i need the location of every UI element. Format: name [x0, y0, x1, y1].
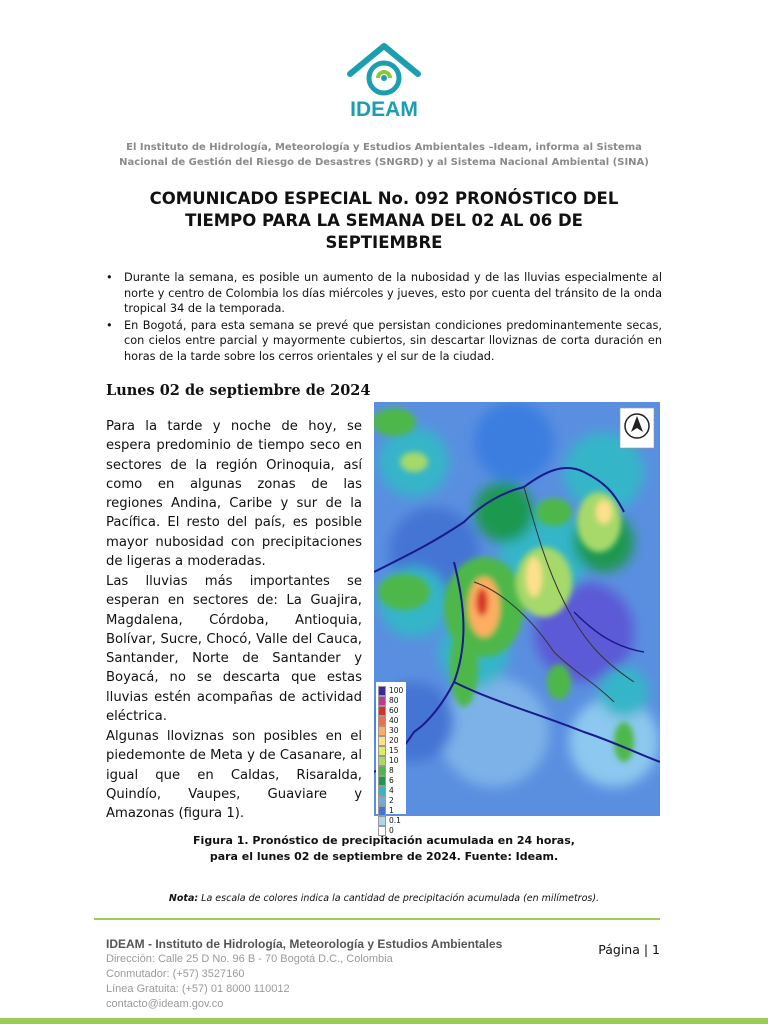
legend-label: 1 — [389, 805, 394, 815]
bullet-text: En Bogotá, para esta semana se prevé que persistan condiciones predominantemente secas, con cielos entre parcial y mayormente cubiertos, sin descartar lloviznas de corta duración en horas de la tarde sobre los cerros orientales y el sur de la ciudad. — [124, 318, 662, 363]
legend-swatch — [378, 766, 386, 776]
precipitation-map — [374, 402, 660, 835]
map-legend — [378, 686, 403, 836]
legend-swatch — [378, 776, 386, 786]
summary-bullets — [104, 270, 662, 365]
legend-item — [378, 796, 403, 806]
legend-swatch — [378, 726, 386, 736]
legend-swatch — [378, 736, 386, 746]
forecast-paragraph-2: Las lluvias más importantes se esperan en sectores de: La Guajira, Magdalena, Córdoba, Antioquia, Bolívar, Sucre, Chocó, Valle del Cauca, Santander, Norte de Santander y Boyacá, no se descarta que estas lluvias estén acompañas de actividad eléctrica. — [106, 574, 362, 725]
document-title — [110, 188, 658, 254]
footer-divider — [94, 918, 660, 920]
legend-item — [378, 756, 403, 766]
legend-item — [378, 786, 403, 796]
north-arrow-icon — [620, 408, 654, 448]
legend-label: 10 — [389, 755, 399, 765]
legend-item — [378, 776, 403, 786]
intro-text — [100, 140, 668, 170]
legend-item — [378, 816, 403, 826]
legend-swatch — [378, 796, 386, 806]
footer-email[interactable]: contacto@ideam.gov.co — [106, 998, 224, 1010]
legend-swatch — [378, 716, 386, 726]
legend-item — [378, 766, 403, 776]
legend-swatch — [378, 786, 386, 796]
legend-label: 60 — [389, 705, 399, 715]
footer-address: Dirección: Calle 25 D No. 96 B - 70 Bogotá D.C., Colombia — [106, 953, 393, 965]
logo-text: IDEAM — [350, 98, 418, 121]
bullet-dot-icon: • — [106, 318, 113, 332]
legend-label: 2 — [389, 795, 394, 805]
precipitation-map-image — [374, 402, 660, 816]
legend-item — [378, 716, 403, 726]
note-label: Nota: — [168, 893, 199, 904]
legend-label: 6 — [389, 775, 394, 785]
title-line-1: COMUNICADO ESPECIAL No. 092 PRONÓSTICO DEL — [149, 189, 619, 208]
forecast-paragraph-3: Algunas lloviznas son posibles en el piedemonte de Meta y de Casanare, al igual que en Caldas, Risaralda, Quindío, Vaupes, Guaviare y Amazonas (figura 1). — [106, 729, 362, 822]
legend-label: 100 — [389, 685, 404, 695]
legend-label: 80 — [389, 695, 399, 705]
footer-phone: Conmutador: (+57) 3527160 — [106, 968, 245, 980]
bullet-item — [104, 270, 662, 317]
forecast-paragraph-1: Para la tarde y noche de hoy, se espera predominio de tiempo seco en sectores de la región Orinoquia, así como en algunas zonas de las regiones Andina, Caribe y sur de la Pacífica. El resto del país, es posible mayor nubosidad con precipitaciones de ligeras a moderadas. — [106, 419, 362, 570]
legend-item — [378, 706, 403, 716]
legend-item — [378, 726, 403, 736]
title-line-3: SEPTIEMBRE — [325, 233, 443, 252]
footer-org: IDEAM - Instituto de Hidrología, Meteorología y Estudios Ambientales — [106, 937, 503, 951]
legend-label: 0.1 — [389, 815, 401, 825]
intro-line-2: Nacional de Gestión del Riesgo de Desastres (SNGRD) y al Sistema Nacional Ambiental (SINA) — [119, 157, 649, 168]
legend-swatch — [378, 756, 386, 766]
legend-swatch — [378, 686, 386, 696]
title-line-2: TIEMPO PARA LA SEMANA DEL 02 AL 06 DE — [185, 211, 583, 230]
day-heading: Lunes 02 de septiembre de 2024 — [106, 382, 371, 399]
legend-label: 4 — [389, 785, 394, 795]
figure-note — [100, 893, 668, 904]
figure-caption — [150, 833, 618, 865]
legend-label: 15 — [389, 745, 399, 755]
legend-item — [378, 736, 403, 746]
ideam-logo-icon — [338, 40, 430, 100]
legend-item — [378, 746, 403, 756]
legend-label: 40 — [389, 715, 399, 725]
footer — [106, 937, 502, 1012]
legend-label: 0 — [389, 825, 394, 835]
legend-label: 20 — [389, 735, 399, 745]
intro-line-1: El Instituto de Hidrología, Meteorología y Estudios Ambientales –Ideam, informa al Sistema — [126, 142, 642, 153]
legend-swatch — [378, 696, 386, 706]
bullet-dot-icon: • — [106, 271, 113, 284]
ideam-logo — [338, 40, 430, 126]
legend-swatch — [378, 746, 386, 756]
legend-swatch — [378, 816, 386, 826]
bullet-item — [104, 318, 662, 365]
legend-swatch — [378, 706, 386, 716]
caption-line-1: Figura 1. Pronóstico de precipitación acumulada en 24 horas, — [193, 834, 575, 847]
legend-label: 8 — [389, 765, 394, 775]
legend-item — [378, 696, 403, 706]
footer-toll-free: Línea Gratuita: (+57) 01 8000 110012 — [106, 983, 290, 995]
bottom-accent-bar — [0, 1018, 768, 1024]
legend-swatch — [378, 806, 386, 816]
bullet-text: Durante la semana, es posible un aumento de la nubosidad y de las lluvias especialmente al norte y centro de Colombia los días miércoles y jueves, esto por cuenta del tránsito de la onda tropical 34 de la temporada. — [124, 271, 662, 315]
legend-item — [378, 686, 403, 696]
caption-line-2: para el lunes 02 de septiembre de 2024. Fuente: Ideam. — [209, 850, 559, 863]
note-text: La escala de colores indica la cantidad de precipitación acumulada (en milímetros). — [198, 893, 600, 904]
page-number: Página | 1 — [598, 942, 660, 957]
legend-label: 30 — [389, 725, 399, 735]
legend-item — [378, 806, 403, 816]
